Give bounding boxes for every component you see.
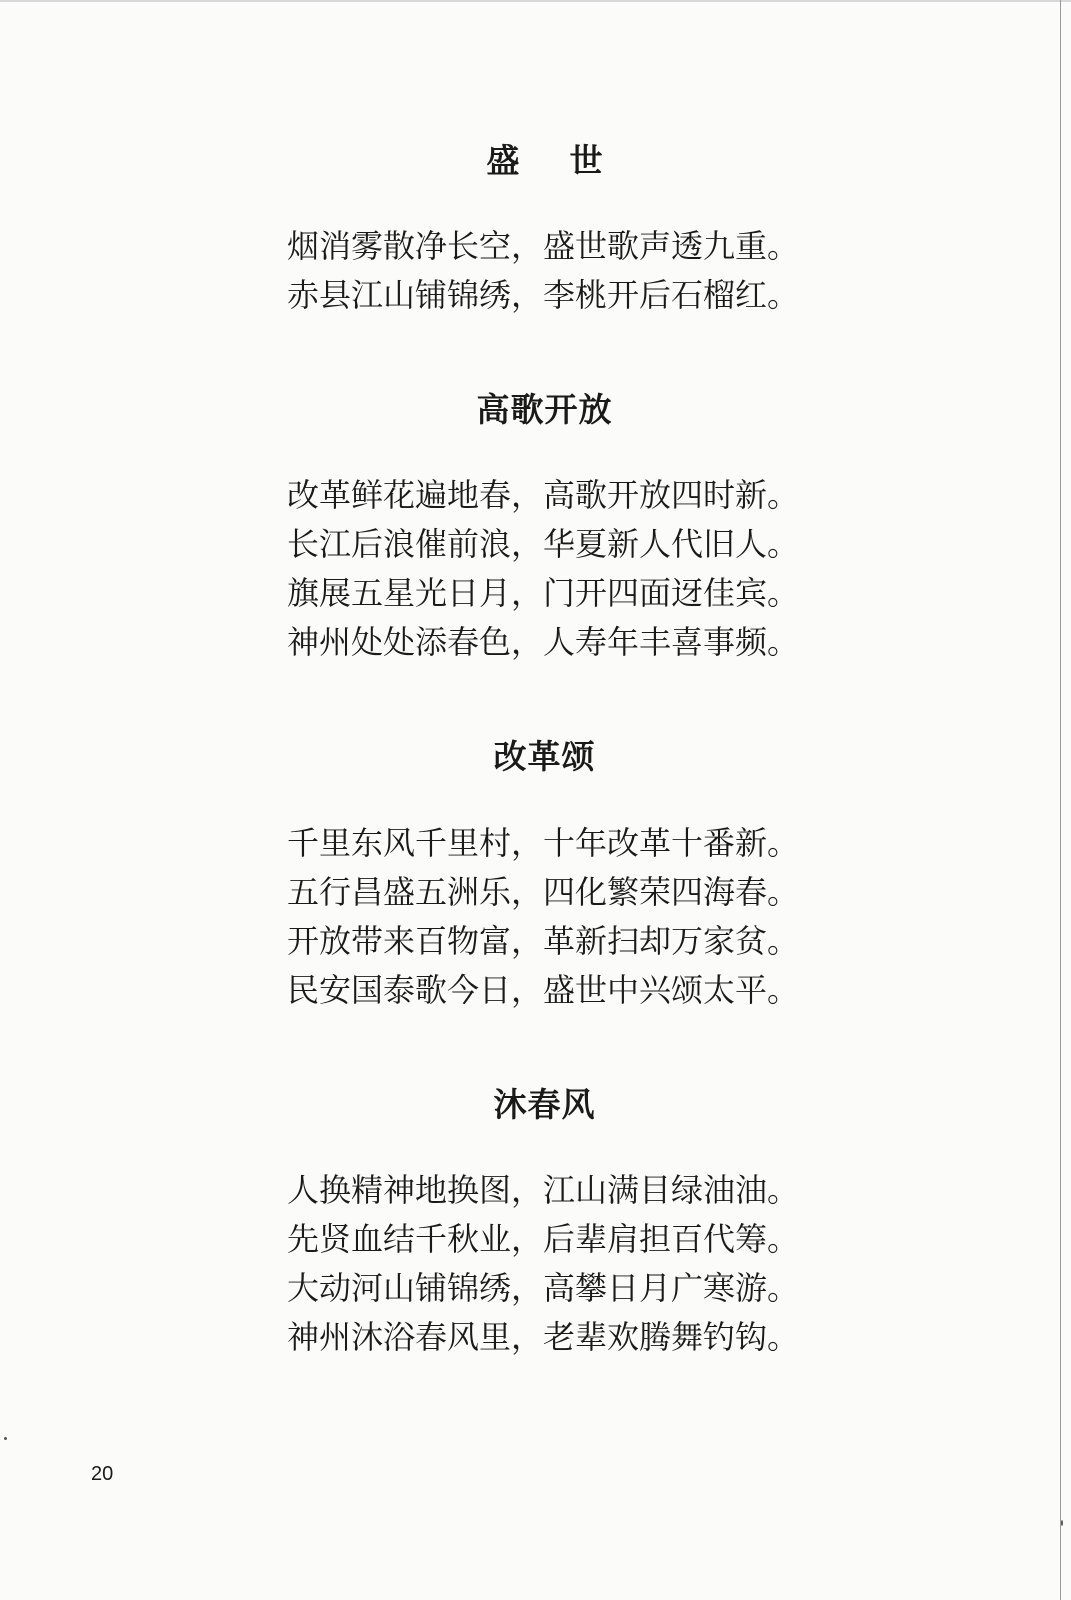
poem-line: 民安国泰歌今日，盛世中兴颂太平。 <box>287 971 800 1009</box>
poem-line: 改革鲜花遍地春，高歌开放四时新。 <box>287 476 800 514</box>
poem-line: 五行昌盛五洲乐，四化繁荣四海春。 <box>287 873 800 911</box>
poem-body <box>287 819 827 1015</box>
poem-line: 千里东风千里村，十年改革十番新。 <box>287 824 800 862</box>
scan-speck <box>1061 1520 1063 1526</box>
poem-title: 改革颂 <box>493 737 596 776</box>
poem-line: 开放带来百物富，革新扫却万家贫。 <box>287 922 800 960</box>
poem-body <box>287 1166 827 1362</box>
poem-body <box>287 222 827 320</box>
poem-line: 大动河山铺锦绣，高攀日月广寒游。 <box>287 1269 800 1307</box>
poem-line: 神州沐浴春风里，老辈欢腾舞钓钩。 <box>287 1318 800 1356</box>
poem-title: 盛世 <box>486 141 653 180</box>
scan-speck <box>4 1437 7 1440</box>
poem-title: 高歌开放 <box>476 390 613 429</box>
poem-line: 神州处处添春色，人寿年丰喜事频。 <box>287 623 800 661</box>
poem-line: 先贤血结千秋业，后辈肩担百代筹。 <box>287 1220 800 1258</box>
poem-line: 长江后浪催前浪，华夏新人代旧人。 <box>287 525 800 563</box>
poem-line: 烟消雾散净长空，盛世歌声透九重。 <box>287 227 800 265</box>
poem-body <box>287 471 827 667</box>
poem-line: 赤县江山铺锦绣，李桃开后石榴红。 <box>287 276 800 314</box>
poem-line: 人换精神地换图，江山满目绿油油。 <box>287 1171 800 1209</box>
poem-title: 沐春风 <box>493 1085 596 1124</box>
page-top-edge <box>0 0 1071 2</box>
page-number: 20 <box>91 1463 114 1485</box>
page-right-edge <box>1060 0 1061 1600</box>
poem-line: 旗展五星光日月，门开四面迓佳宾。 <box>287 574 800 612</box>
